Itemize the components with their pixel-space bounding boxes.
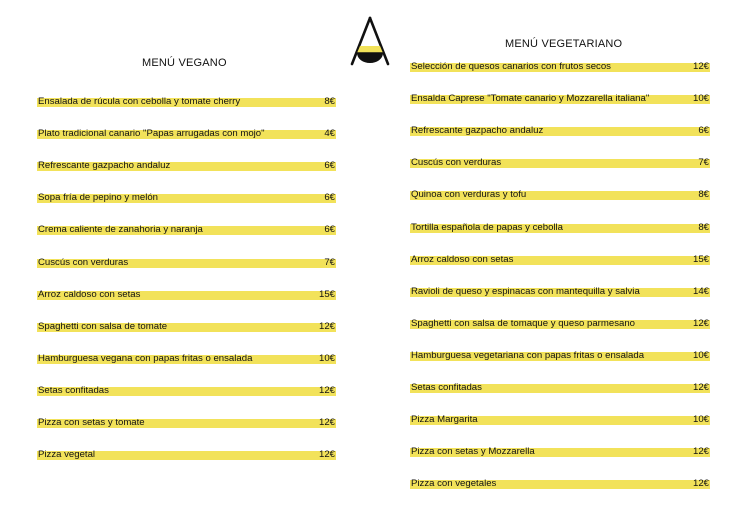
menu-item-price: 12€ (692, 61, 709, 72)
menu-item-name: Pizza Margarita (411, 414, 478, 426)
menu-item-price: 6€ (698, 125, 709, 137)
menu-item-name: Cuscús con verduras (38, 256, 129, 268)
menu-item-name: Selección de quesos canarios con frutos secos (411, 61, 611, 72)
menu-item-name: Cuscús con verduras (411, 157, 502, 169)
menu-item-price: 12€ (692, 446, 709, 458)
vegetarian-menu-title: MENÚ VEGETARIANO (505, 38, 623, 50)
menu-item (410, 318, 710, 330)
menu-item (410, 157, 710, 169)
menu-item-price: 8€ (324, 96, 335, 107)
vegan-menu-title: MENÚ VEGANO (142, 57, 227, 69)
menu-item-price: 10€ (692, 349, 709, 361)
brand-logo (348, 16, 392, 68)
menu-item-name: Plato tradicional canario "Papas arrugadas con mojo" (38, 128, 265, 140)
menu-item (37, 224, 336, 236)
menu-item (37, 257, 336, 269)
menu-item-price: 12€ (692, 478, 709, 490)
logo-a-icon (352, 18, 388, 64)
menu-item-name: Pizza con setas y Mozzarella (411, 446, 535, 458)
menu-item-price: 6€ (324, 224, 335, 236)
menu-item-price: 4€ (324, 128, 335, 140)
menu-item (410, 286, 710, 298)
menu-item (37, 160, 336, 172)
menu-item-price: 15€ (692, 253, 709, 265)
menu-item-name: Refrescante gazpacho andaluz (38, 160, 171, 172)
menu-item (37, 128, 336, 140)
menu-item-name: Pizza con vegetales (411, 478, 497, 490)
menu-item (410, 222, 710, 234)
menu-item (410, 93, 710, 105)
menu-item-price: 8€ (698, 189, 709, 201)
menu-item (37, 192, 336, 204)
menu-item-name: Setas confitadas (411, 382, 482, 393)
menu-item-name: Setas confitadas (38, 384, 109, 396)
menu-item (37, 96, 336, 108)
menu-item-name: Ensalada de rúcula con cebolla y tomate cherry (38, 96, 241, 107)
menu-item-price: 6€ (324, 192, 335, 204)
menu-item-name: Pizza con setas y tomate (38, 417, 145, 428)
menu-item (37, 353, 336, 365)
menu-item (410, 478, 710, 490)
menu-item-name: Arroz caldoso con setas (38, 288, 141, 300)
menu-item (37, 449, 336, 461)
menu-item-price: 10€ (692, 93, 709, 105)
menu-item-name: Tortilla española de papas y cebolla (411, 221, 564, 233)
menu-item-name: Sopa fría de pepino y melón (38, 192, 159, 204)
menu-item-price: 7€ (698, 157, 709, 169)
menu-item-name: Spaghetti con salsa de tomaque y queso parmesano (411, 317, 636, 329)
menu-item-name: Quinoa con verduras y tofu (411, 189, 527, 201)
menu-item-price: 14€ (692, 285, 709, 297)
menu-item (410, 125, 710, 137)
menu-item-price: 12€ (318, 320, 335, 332)
menu-item (410, 382, 710, 394)
menu-item-name: Spaghetti con salsa de tomate (38, 320, 168, 332)
menu-item-price: 12€ (318, 449, 335, 461)
menu-item (37, 385, 336, 397)
menu-item-name: Refrescante gazpacho andaluz (411, 125, 544, 137)
menu-item-name: Ravioli de queso y espinacas con mantequilla y salvia (411, 285, 640, 297)
menu-item (410, 254, 710, 266)
menu-item (410, 61, 710, 73)
menu-item (410, 446, 710, 458)
menu-item (37, 417, 336, 429)
menu-item-name: Arroz caldoso con setas (411, 253, 514, 265)
menu-item-name: Hamburguesa vegetariana con papas fritas o ensalada (411, 349, 645, 361)
menu-item-name: Ensalda Caprese "Tomate canario y Mozzarella italiana" (411, 93, 650, 105)
menu-item-price: 10€ (318, 352, 335, 364)
menu-item (37, 289, 336, 301)
menu-item (410, 414, 710, 426)
menu-item-price: 12€ (318, 417, 335, 428)
menu-item (37, 321, 336, 333)
menu-item-price: 12€ (318, 384, 335, 396)
menu-item-price: 6€ (324, 160, 335, 172)
menu-item-price: 12€ (692, 382, 709, 393)
menu-item (410, 350, 710, 362)
menu-item-price: 15€ (318, 288, 335, 300)
menu-item-name: Pizza vegetal (38, 449, 96, 461)
menu-item-name: Crema caliente de zanahoria y naranja (38, 224, 203, 236)
menu-item (410, 189, 710, 201)
menu-item-name: Hamburguesa vegana con papas fritas o ensalada (38, 352, 253, 364)
menu-item-price: 12€ (692, 317, 709, 329)
menu-item-price: 8€ (698, 221, 709, 233)
menu-item-price: 7€ (324, 256, 335, 268)
menu-item-price: 10€ (692, 414, 709, 426)
